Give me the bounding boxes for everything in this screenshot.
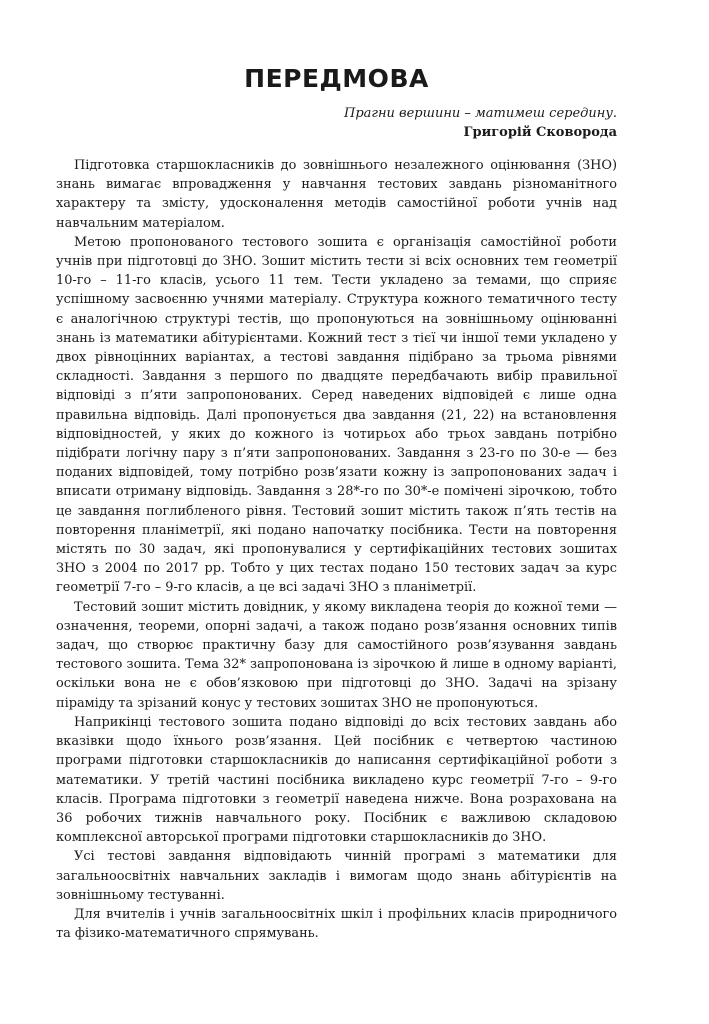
epigraph	[56, 104, 617, 142]
paragraph: Метою пропонованого тестового зошита є організація самостійної роботи учнів при підготовці до ЗНО. Зошит містить тести зі всіх основних тем геометрії 10-го – 11-го класів, усього 11 тем. Тести укладено за темами, що сприяє успішному засвоєнню учнями матеріалу. Структура кожного тематичного тесту є аналогічною структурі тестів, що пропонуються на зовнішньому оцінюванні знань із математики абітурієнтами. Кожний тест з тієї чи іншої теми укладено у двох рівноцінних варіантах, а тестові завдання підібрано за трьома рівнями складності. Завдання з першого по двадцяте передбачають вибір правильної відповіді з п’яти запропонованих. Серед наведених відповідей є лише одна правильна відповідь. Далі пропонується два завдання (21, 22) на встановлення відповідностей, у яких до кожного із чотирьох або трьох завдань потрібно підібрати логічну пару з п’яти запропонованих. Завдання з 23-го по 30-е — без поданих відповідей, тому потрібно розв’язати кожну із запропонованих задач і вписати отриману відповідь. Завдання з 28*-го по 30*-е помічені зірочкою, тобто це завдання поглибленого рівня. Тестовий зошит містить також п’ять тестів на повторення планіметрії, які подано напочатку посібника. Тести на повторення містять по 30 задач, які пропонувалися у сертифікаційних тестових зошитах ЗНО з 2004 по 2017 рр. Тобто у цих тестах подано 150 тестових задач за курс геометрії 7-го – 9-го класів, а це всі задачі ЗНО з планіметрії.	[56, 234, 617, 596]
page-title: ПЕРЕДМОВА	[244, 64, 429, 93]
paragraph: Тестовий зошит містить довідник, у якому викладена теорія до кожної теми — означення, теореми, опорні задачі, а також подано розв’язання основних типів задач, що створює практичну базу для самостійного розв’язування завдань тестового зошита. Тема 32* запропонована із зірочкою й лише в одному варіанті, оскільки вона не є обов’язковою при підготовці до ЗНО. Задачі на зрізану піраміду та зрізаний конус у тестових зошитах ЗНО не пропонуються.	[56, 599, 617, 711]
paragraph: Усі тестові завдання відповідають чинній програмі з математики для загальноосвітніх навчальних закладів і вимогам щодо знань абітурієнтів на зовнішньому тестуванні.	[56, 849, 617, 903]
paragraph: Підготовка старшокласників до зовнішнього незалежного оцінювання (ЗНО) знань вимагає впровадження у навчання тестових завдань різноманітного характеру та змісту, удосконалення методів самостійної роботи учнів над навчальним матеріалом.	[56, 158, 617, 231]
epigraph-author: Григорій Сковорода	[463, 125, 617, 140]
paragraph: Для вчителів і учнів загальноосвітніх шкіл і профільних класів природничого та фізико-математичного спрямувань.	[56, 906, 617, 942]
body-text	[56, 156, 617, 943]
paragraph: Наприкінці тестового зошита подано відповіді до всіх тестових завдань або вказівки щодо їхнього розв’язання. Цей посібник є четвертою частиною програми підготовки старшокласників до написання сертифікаційної роботи з математики. У третій частині посібника викладено курс геометрії 7-го – 9-го класів. Програма підготовки з геометрії наведена нижче. Вона розрахована на 36 робочих тижнів навчального року. Посібник є важливою складовою комплексної авторської програми підготовки старшокласників до ЗНО.	[56, 714, 617, 846]
epigraph-quote: Прагни вершини – матимеш середину.	[344, 106, 617, 121]
